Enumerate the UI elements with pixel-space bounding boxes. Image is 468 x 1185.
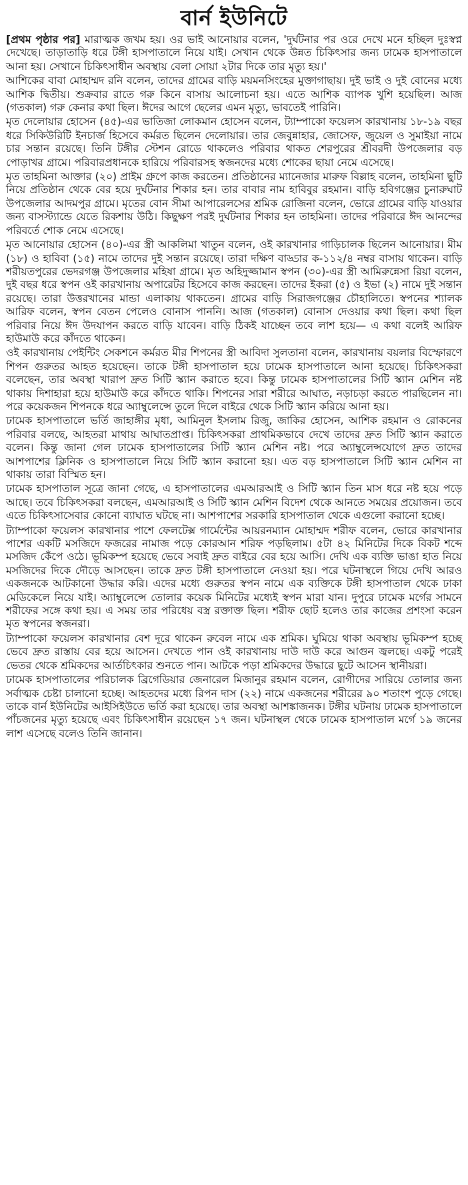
article-body xyxy=(6,34,462,741)
paragraph: ট্যাম্পাকো ফয়েলস কারখানার বেশ দূরে থাকেন রুবেল নামে এক শ্রমিক। ঘুমিয়ে থাকা অবস্থায় ভূমিকম্প হচ্ছে ভেবে দ্রুত রাস্তায় বের হয়ে আসেন। দেখতে পান ওই কারখানায় দাউ দাউ করে আগুন জ্বলছে। একটু পরেই ভেতর থেকে শ্রমিকদের আর্তচিৎকার শুনতে পান। আটকে পড়া শ্রমিকদের উদ্ধারে ছুটে আসেন স্থানীয়রা। xyxy=(6,632,462,672)
headline: বার্ন ইউনিটে xyxy=(180,6,288,30)
paragraph: মৃত তাহমিনা আক্তার (২০) প্রাইম গ্রুপে কাজ করতেন। প্রতিষ্ঠানের ম্যানেজার মারুফ বিল্লাহ বলেন, তাহমিনা ছুটি নিয়ে প্রতিষ্ঠান থেকে বের হয়ে দুর্ঘটনার শিকার হন। তার বাবার নাম হাবিবুর রহমান। বাড়ি হবিগঞ্জের চুনারুঘাট উপজেলার আদমপুর গ্রামে। মৃতের বোন সীমা আপারেলসের শ্রমিক রোজিনা বলেন, ভোরে গ্রামের বাড়ি যাওয়ার জন্য বাসস্ট্যান্ডে যেতে রিকশায় উঠি। কিছুক্ষণ পরই দুর্ঘটনার শিকার হন তাহমিনা। তাদের পরিবারে ঈদ আনন্দের পরিবর্তে শোক নেমে এসেছে। xyxy=(6,171,462,237)
paragraph: ঢামেক হাসপাতালে ভর্তি জাহাঙ্গীর মৃধা, আমিনুল ইসলাম রিজু, জাকির হোসেন, আশিক রহমান ও রোকনের পরিবার বলছে, আহতরা মাথায় আঘাতপ্রাপ্ত। চিকিৎসকরা প্রাথমিকভাবে দেখে তাদের দ্রুত সিটি স্ক্যান করাতে বলেন। কিন্তু জানা গেল ঢামেক হাসপাতালের সিটি স্ক্যান মেশিন নষ্ট। পরে অ্যাম্বুলেন্সযোগে দ্রুত তাদের আশপাশের ক্লিনিক ও হাসপাতালে নিয়ে সিটি স্ক্যান করানো হয়। এত বড় হাসপাতালে সিটি স্ক্যান মেশিন না থাকায় তারা বিস্মিত হন। xyxy=(6,415,462,481)
paragraph: মৃত দেলোয়ার হোসেন (৪৫)-এর ভাতিজা লোকমান হোসেন বলেন, ট্যাম্পাকো ফয়েলস কারখানায় ১৮-১৯ বছর ধরে সিকিউরিটি ইনচার্জ হিসেবে কর্মরত ছিলেন দেলোয়ার। তার জেবুন্নাহার, জোসেফ, জুয়েল ও সুমাইয়া নামে চার সন্তান রয়েছে। তিনি টঙ্গীর স্টেশন রোডে থাকলেও পরিবার থাকত শেরপুরের শ্রীবরদী উপজেলার বড় পোড়াখর গ্রামে। পরিবারপ্রধানকে হারিয়ে পরিবারসহ স্বজনদের মধ্যে শোকের ছায়া নেমে এসেছে। xyxy=(6,116,462,169)
paragraph: আশিকের বাবা মোহাম্মদ রনি বলেন, তাদের গ্রামের বাড়ি ময়মনসিংহের মুক্তাগাছায়। দুই ভাই ও দুই বোনের মধ্যে আশিক দ্বিতীয়। শুক্রবার রাতে গরু কিনে বাসায় আলোচনা হয়। এতে আশিক ব্যাপক খুশি হয়েছিল। আজ (গতকাল) গরু কেনার কথা ছিল। ঈদের আগে ছেলের এমন মৃত্যু, ভাবতেই পারিনি। xyxy=(6,75,462,115)
paragraph: ওই কারখানায় পেইন্টিং সেকশনে কর্মরত মীর শিপনের স্ত্রী আবিদা সুলতানা বলেন, কারখানায় বয়লার বিস্ফোরণে শিপন গুরুতর আহত হয়েছেন। তাকে টঙ্গী হাসপাতাল হয়ে ঢামেক হাসপাতালে আনা হয়েছে। চিকিৎসকরা বলেছেন, তার অবস্থা খারাপ দ্রুত সিটি স্ক্যান করাতে হবে। কিন্তু ঢামেক হাসপাতালের সিটি স্ক্যান মেশিন নষ্ট থাকায় দিশাহারা হয়ে হাউমাউ করে কাঁদতে থাকি। শিপনের সারা শরীরে আঘাত, নড়াচড়া করতে পারছিলেন না। পরে কয়েকজন শিপনকে ধরে অ্যাম্বুলেন্সে তুলে দিলে বাইরে থেকে সিটি স্ক্যান করিয়ে আনা হয়। xyxy=(6,347,462,413)
paragraph-text: মারাত্মক জখম হয়। ওর ভাই আনোয়ার বলেন, 'দুর্ঘটনার পর ওরে দেখে মনে হচ্ছিল দুঃস্বপ্ন দেখেছে। তাড়াতাড়ি ধরে টঙ্গী হাসপাতালে নিয়ে যাই। সেখান থেকে উন্নত চিকিৎসার জন্য ঢামেক হাসপাতালে আনা হয়। সেখানে চিকিৎসাধীন অবস্থায় বেলা সোয়া ২টার দিকে তার মৃত্যু হয়।' xyxy=(6,34,462,73)
paragraph: ঢামেক হাসপাতালের পরিচালক ব্রিগেডিয়ার জেনারেল মিজানুর রহমান বলেন, রোগীদের সারিয়ে তোলার জন্য সর্বাত্মক চেষ্টা চালানো হচ্ছে। আহতদের মধ্যে রিপন দাস (২২) নামে একজনের শরীরের ৯০ শতাংশ পুড়ে গেছে। তাকে বার্ন ইউনিটের আইসিইউতে ভর্তি করা হয়েছে। তার অবস্থা আশঙ্কাজনক। টঙ্গীর ঘটনায় ঢামেক হাসপাতালে পাঁচজনের মৃত্যু হয়েছে এবং চিকিৎসাধীন রয়েছেন ১৭ জন। ঘটনাস্থল থেকে ঢামেক হাসপাতাল মর্গে ১৯ জনের লাশ এসেছে বলেও তিনি জানান। xyxy=(6,674,462,740)
paragraph: ট্যাম্পাকো ফয়েলস কারখানার পাশে ফেলটেক্স গার্মেন্টের আয়রনম্যান মোহাম্মদ শরীফ বলেন, ভোরে কারখানার পাশের একটি মসজিদে ফজরের নামাজ পড়ে কোরআন শরিফ পড়ছিলাম। ৫টা ৪২ মিনিটের দিকে বিকট শব্দে মসজিদ কেঁপে ওঠে। ভূমিকম্প হয়েছে ভেবে সবাই দ্রুত বাইরে বের হয়ে আসি। দেখি এক ব্যক্তি ভাঙা হাত নিয়ে মসজিদের দিকে দৌড়ে আসছেন। তাকে দ্রুত টঙ্গী হাসপাতালে নেওয়া হয়। পরে ঘটনাস্থলে গিয়ে দেখি আরও একজনকে আটকানো উদ্ধার করি। এদের মধ্যে গুরুতর স্বপন নামে এক ব্যক্তিকে টঙ্গী হাসপাতাল থেকে ঢাকা মেডিকেলে নিয়ে যাই। অ্যাম্বুলেন্সে তোলার কয়েক মিনিটের মধ্যেই স্বপন মারা যান। দুপুরে ঢামেক মর্গের সামনে শরীফের সঙ্গে কথা হয়। এ সময় তার পরিধেয় বস্ত্র রক্তাক্ত ছিল। শরীফ ছোট হলেও তার কাজের প্রশংসা করেন মৃত স্বপনের স্বজনরা। xyxy=(6,524,462,631)
paragraph: ঢামেক হাসপাতাল সূত্রে জানা গেছে, এ হাসপাতালের এমআরআই ও সিটি স্ক্যান তিন মাস ধরে নষ্ট হয়ে পড়ে আছে। তবে চিকিৎসকরা বলছেন, এমআরআই ও সিটি স্ক্যান মেশিন বিদেশ থেকে আনতে সময়ের প্রয়োজন। তবে এতে চিকিৎসাসেবার কোনো ব্যাঘাত ঘটছে না। আশপাশের সরকারি হাসপাতাল থেকে এগুলো করানো হচ্ছে। xyxy=(6,483,462,523)
paragraph xyxy=(6,34,462,74)
paragraph: মৃত আনোয়ার হোসেন (৪০)-এর স্ত্রী আকলিমা খাতুন বলেন, ওই কারখানার গাড়িচালক ছিলেন আনোয়ার। মীম (১৮) ও হাবিবা (১৫) নামে তাদের দুই সন্তান রয়েছে। তারা দক্ষিণ বাড্ডার ক-১১২/৪ নম্বর বাসায় থাকেন। বাড়ি শরীয়তপুরের ভেদরগঞ্জ উপজেলার মহিষা গ্রামে। মৃত অহিদুজ্জামান স্বপন (৩০)-এর স্ত্রী আমিরুন্নেসা রিয়া বলেন, দুই বছর ধরে স্বপন ওই কারখানায় অপারেটর হিসেবে কাজ করছেন। তাদের ইকরা (৫) ও ইভা (২) নামে দুই সন্তান রয়েছে। তারা উত্তরখানের মান্ডা এলাকায় থাকতেন। গ্রামের বাড়ি সিরাজগঞ্জের চৌহালিতে। স্বপনের শ্যালক আরিফ বলেন, স্বপন বেতন পেলেও বোনাস পাননি। আজ (গতকাল) বোনাস দেওয়ার কথা ছিল। কথা ছিল পরিবার নিয়ে ঈদ উদযাপন করতে বাড়ি যাবেন। বাড়ি ঠিকই যাচ্ছেন তবে লাশ হয়ে— এ কথা বলেই আরিফ হাউমাউ করে কাঁদতে থাকেন। xyxy=(6,239,462,345)
continuation-label: [প্রথম পৃষ্ঠার পর] xyxy=(6,34,81,46)
